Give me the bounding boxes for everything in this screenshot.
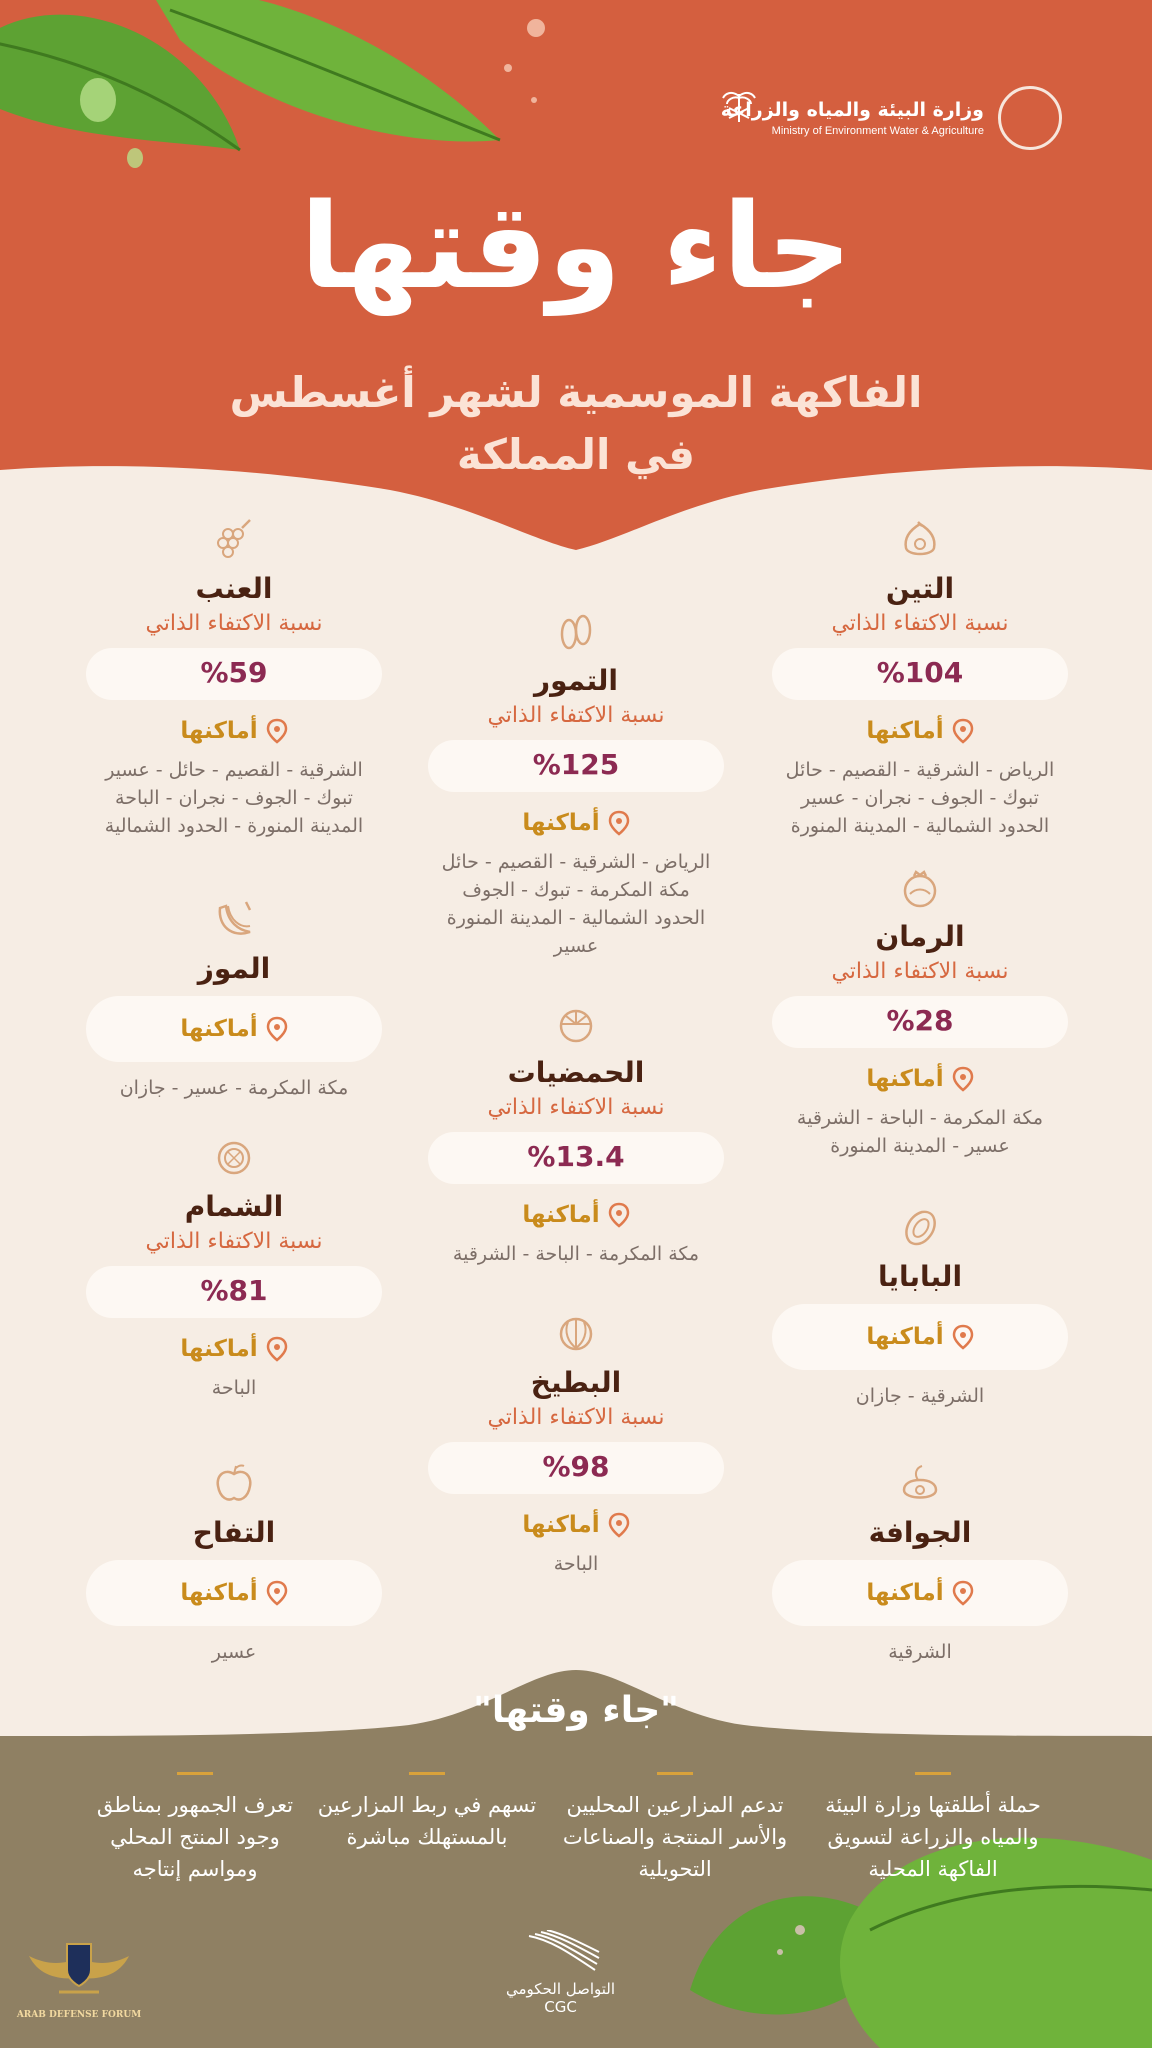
places-list: الباحة bbox=[553, 1553, 599, 1575]
eagle-shield-icon bbox=[19, 1936, 139, 2006]
places-label: أماكنها bbox=[866, 718, 944, 744]
fruit-card-citrus bbox=[426, 1000, 726, 1268]
places-heading bbox=[866, 1324, 973, 1350]
location-pin-icon bbox=[952, 718, 974, 744]
cgc-name-ar: التواصل الحكومي bbox=[506, 1980, 616, 1998]
fruit-name: الحمضيات bbox=[507, 1056, 645, 1089]
places-list: الباحة bbox=[211, 1377, 257, 1399]
location-pin-icon bbox=[608, 1512, 630, 1538]
banana-icon bbox=[210, 896, 258, 944]
places-label: أماكنها bbox=[522, 810, 600, 836]
ratio-value: %81 bbox=[200, 1274, 268, 1307]
divider bbox=[409, 1772, 445, 1775]
ministry-name-ar: وزارة البيئة والمياه والزراعة bbox=[720, 99, 984, 121]
places-heading bbox=[84, 718, 384, 744]
location-pin-icon bbox=[266, 1016, 288, 1042]
ratio-value: %125 bbox=[532, 748, 620, 781]
subtitle-line-1: الفاكهة الموسمية لشهر أغسطس bbox=[229, 368, 923, 417]
places-label: أماكنها bbox=[180, 1336, 258, 1362]
ratio-label: نسبة الاكتفاء الذاتي bbox=[145, 1229, 323, 1254]
ratio-pill bbox=[86, 1266, 382, 1318]
places-list: الشرقية - القصيم - حائل - عسير تبوك - الجوف - نجران - الباحة المدينة المنورة - الحدود الشمالية bbox=[104, 759, 364, 837]
location-pin-icon bbox=[266, 718, 288, 744]
ratio-pill bbox=[428, 1442, 724, 1494]
header bbox=[0, 0, 1152, 560]
ratio-label: نسبة الاكتفاء الذاتي bbox=[487, 1405, 665, 1430]
melon-icon bbox=[210, 1134, 258, 1182]
places-list: مكة المكرمة - الباحة - الشرقية عسير - المدينة المنورة bbox=[796, 1107, 1044, 1157]
citrus-icon bbox=[552, 1000, 600, 1048]
ministry-name-en: Ministry of Environment Water & Agriculture bbox=[771, 125, 984, 137]
fruit-name: الشمام bbox=[184, 1190, 284, 1223]
footer-point-text: تعرف الجمهور بمناطق وجود المنتج المحلي ومواسم إنتاجه bbox=[96, 1793, 294, 1881]
places-heading bbox=[84, 1336, 384, 1362]
places-list: مكة المكرمة - عسير - جازان bbox=[119, 1077, 349, 1099]
watermark-text: ARAB DEFENSE FORUM bbox=[16, 2010, 142, 2020]
ratio-value: %104 bbox=[876, 656, 964, 689]
footer-point-text: تسهم في ربط المزارعين بالمستهلك مباشرة bbox=[317, 1793, 537, 1849]
places-label: أماكنها bbox=[866, 1580, 944, 1606]
places-pill bbox=[86, 996, 382, 1062]
places-label: أماكنها bbox=[866, 1324, 944, 1350]
places-label: أماكنها bbox=[866, 1066, 944, 1092]
fruit-name: التين bbox=[885, 572, 955, 605]
places-list: الشرقية bbox=[888, 1641, 952, 1663]
ratio-pill bbox=[428, 740, 724, 792]
fruit-name: الموز bbox=[197, 952, 271, 985]
ratio-value: %59 bbox=[200, 656, 268, 689]
places-label: أماكنها bbox=[180, 718, 258, 744]
location-pin-icon bbox=[952, 1066, 974, 1092]
places-list: الشرقية - جازان bbox=[855, 1385, 985, 1407]
watermelon-icon bbox=[552, 1310, 600, 1358]
fruit-name: التمور bbox=[534, 664, 618, 697]
ratio-pill bbox=[772, 648, 1068, 700]
divider bbox=[177, 1772, 213, 1775]
fruit-name: الجوافة bbox=[868, 1516, 972, 1549]
cgc-logo bbox=[506, 1930, 615, 2016]
ministry-logo bbox=[721, 86, 1062, 150]
fruit-name: البابايا bbox=[877, 1260, 963, 1293]
ratio-label: نسبة الاكتفاء الذاتي bbox=[487, 703, 665, 728]
places-list: مكة المكرمة - الباحة - الشرقية bbox=[452, 1243, 700, 1265]
places-list: الرياض - الشرقية - القصيم - حائل تبوك - الجوف - نجران - عسير الحدود الشمالية - المدينة المنورة bbox=[785, 759, 1055, 837]
dates-icon bbox=[552, 608, 600, 656]
ratio-label: نسبة الاكتفاء الذاتي bbox=[831, 611, 1009, 636]
ratio-value: %13.4 bbox=[527, 1140, 625, 1173]
fruit-card-melon bbox=[84, 1134, 384, 1402]
fruit-card-dates bbox=[426, 608, 726, 960]
fruit-name: الرمان bbox=[875, 920, 965, 953]
ratio-value: %28 bbox=[886, 1004, 954, 1037]
footer-point-1 bbox=[818, 1772, 1048, 1885]
cgc-wave-icon bbox=[521, 1930, 601, 1976]
places-label: أماكنها bbox=[180, 1580, 258, 1606]
footer-point-4 bbox=[80, 1772, 310, 1885]
apple-icon bbox=[210, 1460, 258, 1508]
footer-title: "جاء وقتها" bbox=[473, 1690, 679, 1731]
places-label: أماكنها bbox=[522, 1512, 600, 1538]
ratio-label: نسبة الاكتفاء الذاتي bbox=[831, 959, 1009, 984]
places-list: عسير bbox=[211, 1641, 257, 1663]
cgc-name-en: CGC bbox=[544, 1998, 577, 2016]
fruit-card-banana bbox=[84, 896, 384, 1102]
places-label: أماكنها bbox=[522, 1202, 600, 1228]
location-pin-icon bbox=[266, 1580, 288, 1606]
papaya-icon bbox=[896, 1204, 944, 1252]
places-heading bbox=[180, 1580, 287, 1606]
guava-icon bbox=[896, 1460, 944, 1508]
location-pin-icon bbox=[266, 1336, 288, 1362]
location-pin-icon bbox=[608, 1202, 630, 1228]
grapes-icon bbox=[210, 516, 258, 564]
places-pill bbox=[772, 1304, 1068, 1370]
fruit-card-watermelon bbox=[426, 1310, 726, 1578]
subtitle bbox=[0, 362, 1152, 486]
location-pin-icon bbox=[952, 1580, 974, 1606]
ratio-label: نسبة الاكتفاء الذاتي bbox=[487, 1095, 665, 1120]
subtitle-line-2: في المملكة bbox=[456, 430, 696, 479]
fruit-name: البطيخ bbox=[530, 1366, 622, 1399]
footer-point-2 bbox=[560, 1772, 790, 1885]
places-pill bbox=[772, 1560, 1068, 1626]
ratio-pill bbox=[86, 648, 382, 700]
footer-point-text: حملة أطلقتها وزارة البيئة والمياه والزراعة لتسويق الفاكهة المحلية bbox=[825, 1793, 1041, 1881]
location-pin-icon bbox=[952, 1324, 974, 1350]
ratio-pill bbox=[428, 1132, 724, 1184]
fruit-name: التفاح bbox=[192, 1516, 276, 1549]
divider bbox=[915, 1772, 951, 1775]
ratio-value: %98 bbox=[542, 1450, 610, 1483]
places-heading bbox=[866, 1580, 973, 1606]
places-heading bbox=[426, 1202, 726, 1228]
divider bbox=[657, 1772, 693, 1775]
ratio-pill bbox=[772, 996, 1068, 1048]
location-pin-icon bbox=[608, 810, 630, 836]
places-heading bbox=[426, 1512, 726, 1538]
places-heading bbox=[770, 718, 1070, 744]
main-title: جاء وقتها bbox=[300, 177, 852, 315]
places-heading bbox=[770, 1066, 1070, 1092]
places-label: أماكنها bbox=[180, 1016, 258, 1042]
fig-icon bbox=[896, 516, 944, 564]
fruit-card-papaya bbox=[770, 1204, 1070, 1410]
footer-point-text: تدعم المزارعين المحليين والأسر المنتجة والصناعات التحويلية bbox=[562, 1793, 788, 1881]
places-heading bbox=[180, 1016, 287, 1042]
fruit-card-fig bbox=[770, 516, 1070, 840]
palm-emblem-icon bbox=[998, 86, 1062, 150]
places-list: الرياض - الشرقية - القصيم - حائل مكة المكرمة - تبوك - الجوف الحدود الشمالية - المدينة المنورة عسير bbox=[441, 851, 711, 957]
fruit-name: العنب bbox=[195, 572, 273, 605]
places-heading bbox=[426, 810, 726, 836]
fruit-card-grapes bbox=[84, 516, 384, 840]
places-pill bbox=[86, 1560, 382, 1626]
ratio-label: نسبة الاكتفاء الذاتي bbox=[145, 611, 323, 636]
pomegranate-icon bbox=[896, 864, 944, 912]
watermark bbox=[14, 1936, 144, 2020]
fruit-card-pomegranate bbox=[770, 864, 1070, 1160]
footer-point-3 bbox=[312, 1772, 542, 1853]
